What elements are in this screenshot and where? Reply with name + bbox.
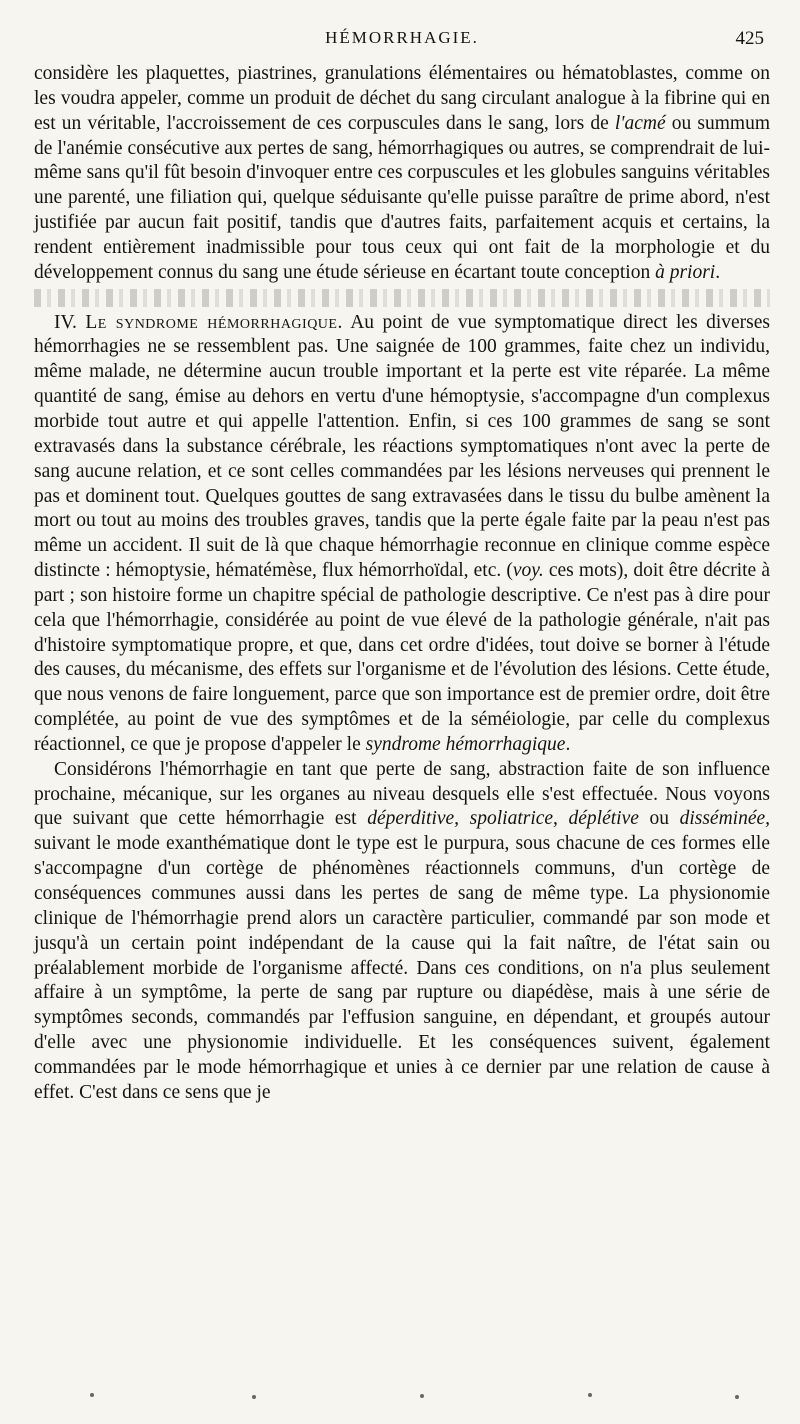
italic-term: l'acmé [614, 112, 666, 134]
text-run: ces mots), doit être décrite à part ; son histoire forme un chapitre spécial de pathologie descriptive. Ce n'est pas à dire pour cela que l'hémorrhagie, considérée au point de vue élevé de la pathologie générale, n'ait pas d'histoire symptomatique propre, et que, dans cet ordre d'idées, tout doive se borner à l'étude des causes, du mécanisme, des effets sur l'organisme et de l'évolution des lésions. Cette étude, que nous venons de faire longuement, parce que son importance est de premier ordre, doit être complétée, au point de vue des symptômes et de la séméiologie, par celle du complexus réactionnel, ce que je propose d'appeler le [34, 560, 770, 755]
paper-speck [90, 1393, 94, 1397]
body-text [34, 62, 770, 1106]
italic-term: voy. [512, 560, 544, 582]
text-run: . [565, 733, 571, 755]
text-run: Considérons l'hémorrhagie en tant que perte de sang, abstraction faite de son influence prochaine, mécanique, sur les organes au niveau desquels elle s'est effectuée. Nous voyons que suivant que cette hémorrhagie est [34, 758, 770, 830]
italic-term: à priori [655, 261, 716, 283]
italic-term: syndrome hémorrhagique [365, 733, 566, 755]
running-head [40, 28, 764, 54]
paper-speck [735, 1395, 739, 1399]
paper-speck [252, 1395, 256, 1399]
paper-speck [420, 1394, 424, 1398]
bleed-through-line [34, 289, 770, 307]
paragraph-continuation [34, 62, 770, 286]
text-run: Au point de vue symptomatique direct les diverses hémorrhagies ne se ressemblent pas. Une saignée de 100 grammes, faite chez un individu, même malade, ne détermine aucun trouble important et la perte est vite réparée. La même quantité de sang, émise au dehors en vertu d'une hémoptysie, s'accompagne d'un complexus morbide tout autre et qui appelle l'attention. Enfin, si ces 100 grammes de sang se sont extravasés dans la substance cérébrale, les réactions symptomatiques n'ont avec la perte de sang aucune relation, et ce sont celles commandées par les lésions nerveuses qui prennent le pas et dominent tout. Quelques gouttes de sang extravasées dans le tissu du bulbe amènent la mort ou tout au moins des troubles graves, tandis que la perte égale faite par la peau n'est pas même un accident. Il suit de là que chaque hémorrhagie reconnue en clinique comme espèce distincte : hémoptysie, hématémèse, flux hémorrhoïdal, etc. ( [34, 311, 771, 582]
text-run: considère les plaquettes, piastrines, granulations élémentaires ou hématoblastes, comme on les voudra appeler, comme un produit de déchet du sang circulant analogue à la fibrine qui en est un véritable, l'accroissement de ces corpuscules dans le sang, lors de [34, 63, 770, 134]
section-heading: Le syndrome hémorrhagique. [85, 311, 343, 333]
section-paragraph [34, 311, 770, 758]
paragraph [34, 758, 770, 1106]
text-run: ou summum de l'anémie consécutive aux pertes de sang, hémorrhagiques ou autres, se comprendrait de lui-même sans qu'il fût besoin d'invoquer entre ces corpuscules et les globules sanguins véritables une parenté, une filiation qui, quelque séduisante qu'elle puisse paraître de prime abord, n'est justifiée par aucun fait positif, tandis que d'autres faits, parfaitement acquis et certains, la rendent entièrement inadmissible pour tous ceux qui ont fait de la morphologie et du développement connus du sang une étude sérieuse en écartant toute conception [34, 112, 771, 283]
text-run: suivant le mode exanthématique dont le type est le purpura, sous chacune de ces formes elle s'accompagne d'un cortège de phénomènes réactionnels communs, d'un cortège de conséquences communes aussi dans les pertes de sang de même type. La physionomie clinique de l'hémorrhagie prend alors un caractère particulier, commandé par son mode et jusqu'à un certain point indépendant de la cause qui la fait naître, de l'état sain ou préalablement morbide de l'organisme affecté. Dans ces conditions, on n'a plus seulement affaire à un symptôme, la perte de sang par rupture ou diapédèse, mais à une série de symptômes seconds, commandés par l'effusion sanguine, en dépendant, et groupés autour d'elle avec une physionomie individuelle. Et les conséquences suivent, également commandées par le mode hémorrhagique et unies à ce dernier par une relation de cause à effet. C'est dans ce sens que je [34, 833, 770, 1103]
text-run: ou [638, 808, 680, 830]
italic-term: disséminée, [679, 808, 771, 830]
section-number: IV. [54, 311, 77, 333]
italic-term: déperditive, spoliatrice, déplétive [367, 808, 639, 830]
page-number: 425 [735, 28, 764, 49]
running-title: HÉMORRHAGIE. [325, 28, 479, 47]
paper-speck [588, 1393, 592, 1397]
text-run: . [715, 261, 721, 283]
